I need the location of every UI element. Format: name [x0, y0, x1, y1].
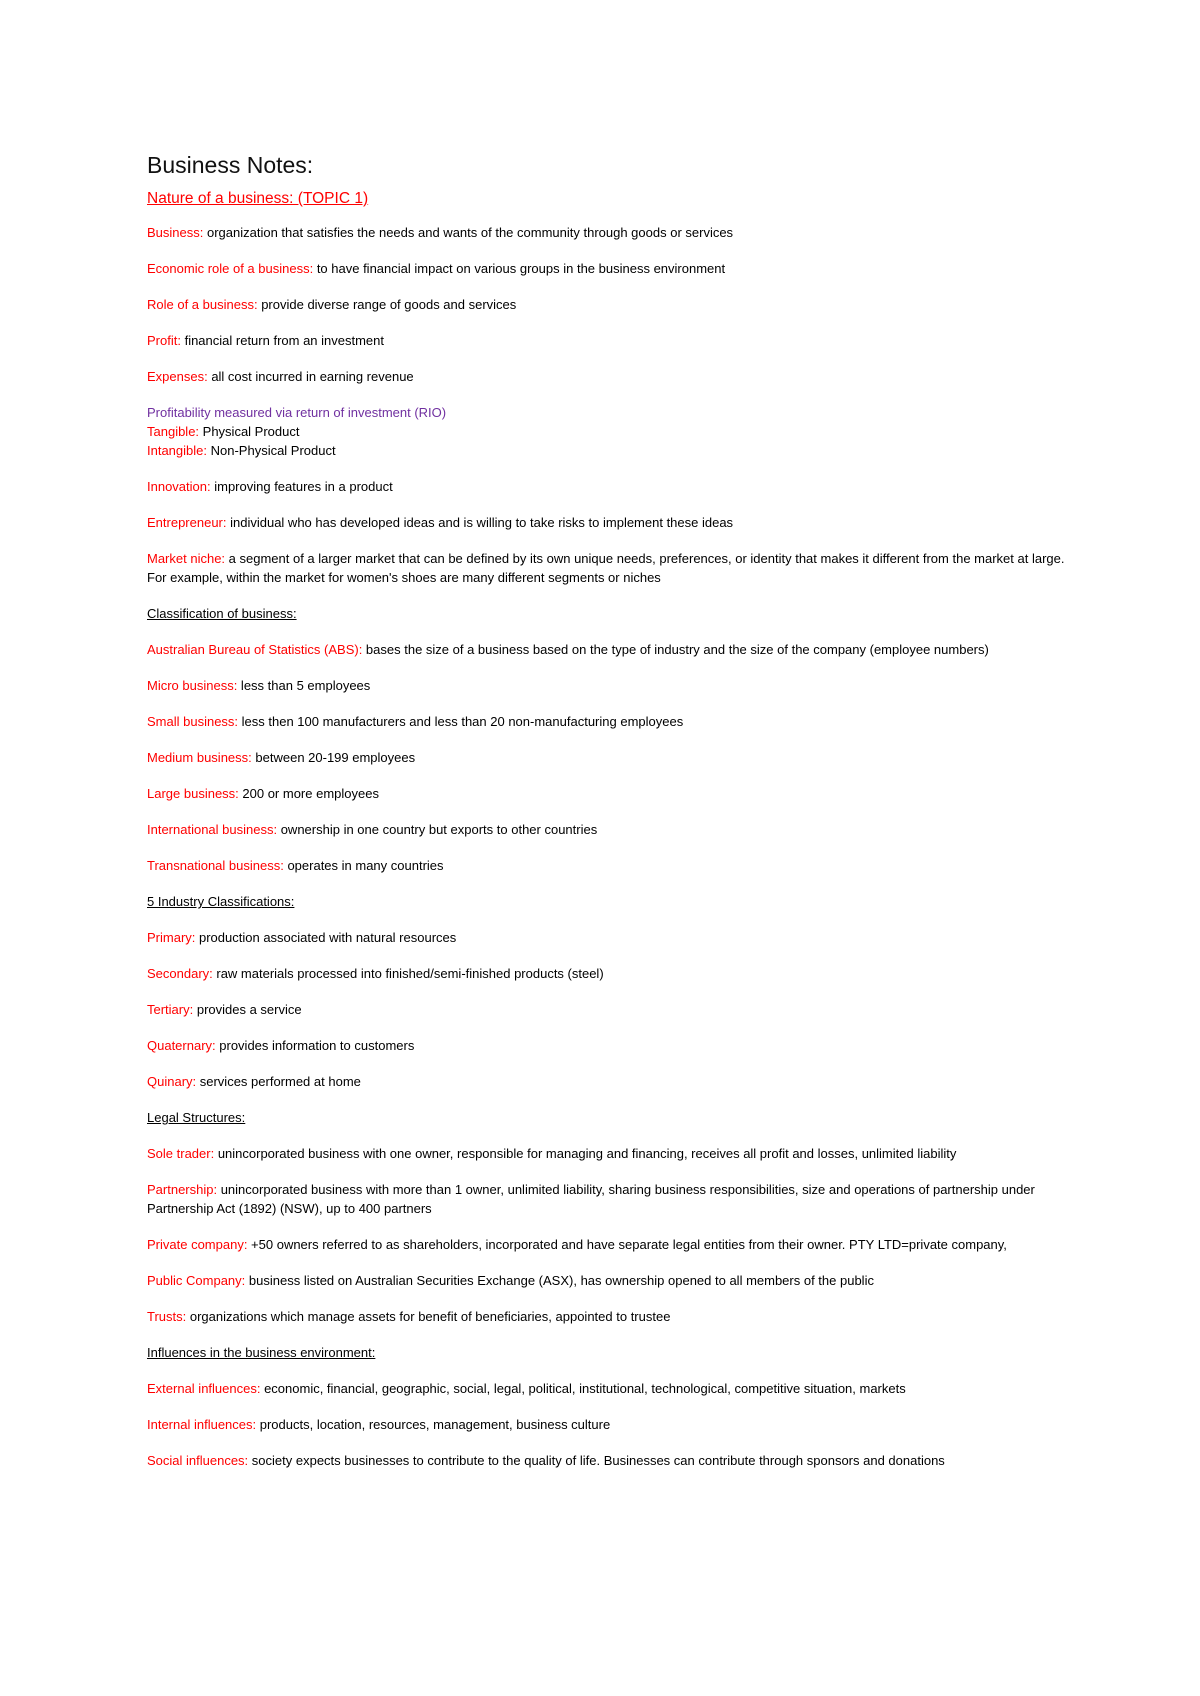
- section-heading-influences: [147, 1343, 1067, 1362]
- definition-term: Profit:: [147, 333, 181, 348]
- definition-text: to have financial impact on various groups in the business environment: [313, 261, 726, 276]
- definition-text: less than 5 employees: [237, 678, 371, 693]
- topic-heading: Nature of a business: (TOPIC 1): [147, 190, 369, 207]
- definition-term: Tertiary:: [147, 1002, 194, 1017]
- definition: [147, 1144, 1067, 1163]
- definition: [147, 928, 1067, 947]
- definition-term: Private company:: [147, 1237, 248, 1252]
- definition-term: Social influences:: [147, 1453, 249, 1468]
- definition-term: Tangible:: [147, 424, 200, 439]
- definition-text: less then 100 manufacturers and less than 20 non-manufacturing employees: [238, 714, 684, 729]
- definition-text: 200 or more employees: [238, 786, 379, 801]
- definition-term: Micro business:: [147, 678, 238, 693]
- definition: [147, 549, 1067, 587]
- definition: [147, 1036, 1067, 1055]
- definition: [147, 1180, 1067, 1218]
- definition-text: services performed at home: [196, 1074, 361, 1089]
- definition: [147, 295, 1067, 314]
- definition-text: Non-Physical Product: [207, 443, 336, 458]
- definition-term: Intangible:: [147, 443, 207, 458]
- definition: [147, 748, 1067, 767]
- definition-text: business listed on Australian Securities Exchange (ASX), has ownership opened to all members of the public: [245, 1273, 874, 1288]
- definition-text: between 20-199 employees: [251, 750, 416, 765]
- definition: [147, 477, 1067, 496]
- section-heading-legal: Legal Structures:: [147, 1110, 246, 1125]
- definition: [147, 676, 1067, 695]
- definition: [147, 1000, 1067, 1019]
- definition-text: raw materials processed into finished/semi-finished products (steel): [212, 966, 604, 981]
- definition: [147, 1451, 1067, 1470]
- definition-text: organization that satisfies the needs and wants of the community through goods or services: [203, 225, 734, 240]
- definition-text: products, location, resources, management, business culture: [256, 1417, 611, 1432]
- definition-text: improving features in a product: [210, 479, 393, 494]
- definition-text: individual who has developed ideas and is willing to take risks to implement these ideas: [226, 515, 734, 530]
- definition: [147, 964, 1067, 983]
- page-title: Business Notes:: [147, 152, 314, 178]
- definition: [147, 1379, 1067, 1398]
- definition: [147, 259, 1067, 278]
- definition: [147, 640, 1067, 659]
- definition: [147, 513, 1067, 532]
- definition: [147, 1072, 1067, 1091]
- definition-term: External influences:: [147, 1381, 261, 1396]
- definition-term: Medium business:: [147, 750, 252, 765]
- definition-term: Role of a business:: [147, 297, 258, 312]
- definition-text: production associated with natural resources: [195, 930, 457, 945]
- definition-text: financial return from an investment: [180, 333, 385, 348]
- definition-text: unincorporated business with more than 1 owner, unlimited liability, sharing business responsibilities, size and operations of partnership under Partnership Act (1892) (NSW), up to 400 partners: [147, 1182, 1035, 1216]
- document-page: [147, 148, 1067, 1487]
- definition-term: Business:: [147, 225, 204, 240]
- section-heading-classification: Classification of business:: [147, 606, 297, 621]
- definition-term: Small business:: [147, 714, 239, 729]
- definition-term: Primary:: [147, 930, 196, 945]
- definition-text: provides a service: [193, 1002, 302, 1017]
- definition-term: Market niche:: [147, 551, 226, 566]
- definition-text: society expects businesses to contribute to the quality of life. Businesses can contribute through sponsors and donations: [248, 1453, 945, 1468]
- definition-text: all cost incurred in earning revenue: [207, 369, 414, 384]
- definition: [147, 784, 1067, 803]
- definition: [147, 1415, 1067, 1434]
- definition-term: Economic role of a business:: [147, 261, 314, 276]
- definition: [147, 712, 1067, 731]
- definition-term: Internal influences:: [147, 1417, 257, 1432]
- definition-text: operates in many countries: [283, 858, 444, 873]
- definition-term: Quaternary:: [147, 1038, 216, 1053]
- definition-term: Australian Bureau of Statistics (ABS):: [147, 642, 363, 657]
- definition: [147, 441, 1067, 460]
- definition: [147, 820, 1067, 839]
- definition: [147, 331, 1067, 350]
- definition-term: International business:: [147, 822, 278, 837]
- definition-text: Physical Product: [199, 424, 300, 439]
- definition: [147, 856, 1067, 875]
- definition-term: Quinary:: [147, 1074, 197, 1089]
- definition-text: unincorporated business with one owner, responsible for managing and financing, receives all profit and losses, unlimited liability: [214, 1146, 957, 1161]
- definition: [147, 422, 1067, 441]
- definition: [147, 1271, 1067, 1290]
- definition-term: Trusts:: [147, 1309, 187, 1324]
- definition: [147, 1307, 1067, 1326]
- definition-term: Innovation:: [147, 479, 211, 494]
- definition-text: provides information to customers: [215, 1038, 415, 1053]
- definition: [147, 1235, 1067, 1254]
- definition-text: a segment of a larger market that can be defined by its own unique needs, preferences, or identity that makes it different from the market at large. For example, within the market for women's shoes are many different segments or niches: [147, 551, 1065, 585]
- definition: [147, 223, 1067, 242]
- heading-text: Influences in the business environment:: [147, 1345, 376, 1360]
- definition-text: bases the size of a business based on the type of industry and the size of the company (employee numbers): [362, 642, 989, 657]
- section-heading-industry: 5 Industry Classifications:: [147, 894, 295, 909]
- definition-term: Secondary:: [147, 966, 213, 981]
- definition-term: Public Company:: [147, 1273, 246, 1288]
- definition-text: +50 owners referred to as shareholders, incorporated and have separate legal entities from their owner. PTY LTD=private company,: [247, 1237, 1007, 1252]
- definition-text: economic, financial, geographic, social, legal, political, institutional, technological, competitive situation, markets: [260, 1381, 906, 1396]
- definition-text: ownership in one country but exports to other countries: [277, 822, 598, 837]
- definition-term: Partnership:: [147, 1182, 218, 1197]
- definition-text: provide diverse range of goods and services: [257, 297, 517, 312]
- profitability-note: Profitability measured via return of investment (RIO): [147, 405, 447, 420]
- definition-term: Entrepreneur:: [147, 515, 227, 530]
- definition-term: Expenses:: [147, 369, 208, 384]
- definition-term: Sole trader:: [147, 1146, 215, 1161]
- definition-term: Transnational business:: [147, 858, 284, 873]
- definition-text: organizations which manage assets for benefit of beneficiaries, appointed to trustee: [186, 1309, 671, 1324]
- definition: [147, 367, 1067, 386]
- definition-term: Large business:: [147, 786, 239, 801]
